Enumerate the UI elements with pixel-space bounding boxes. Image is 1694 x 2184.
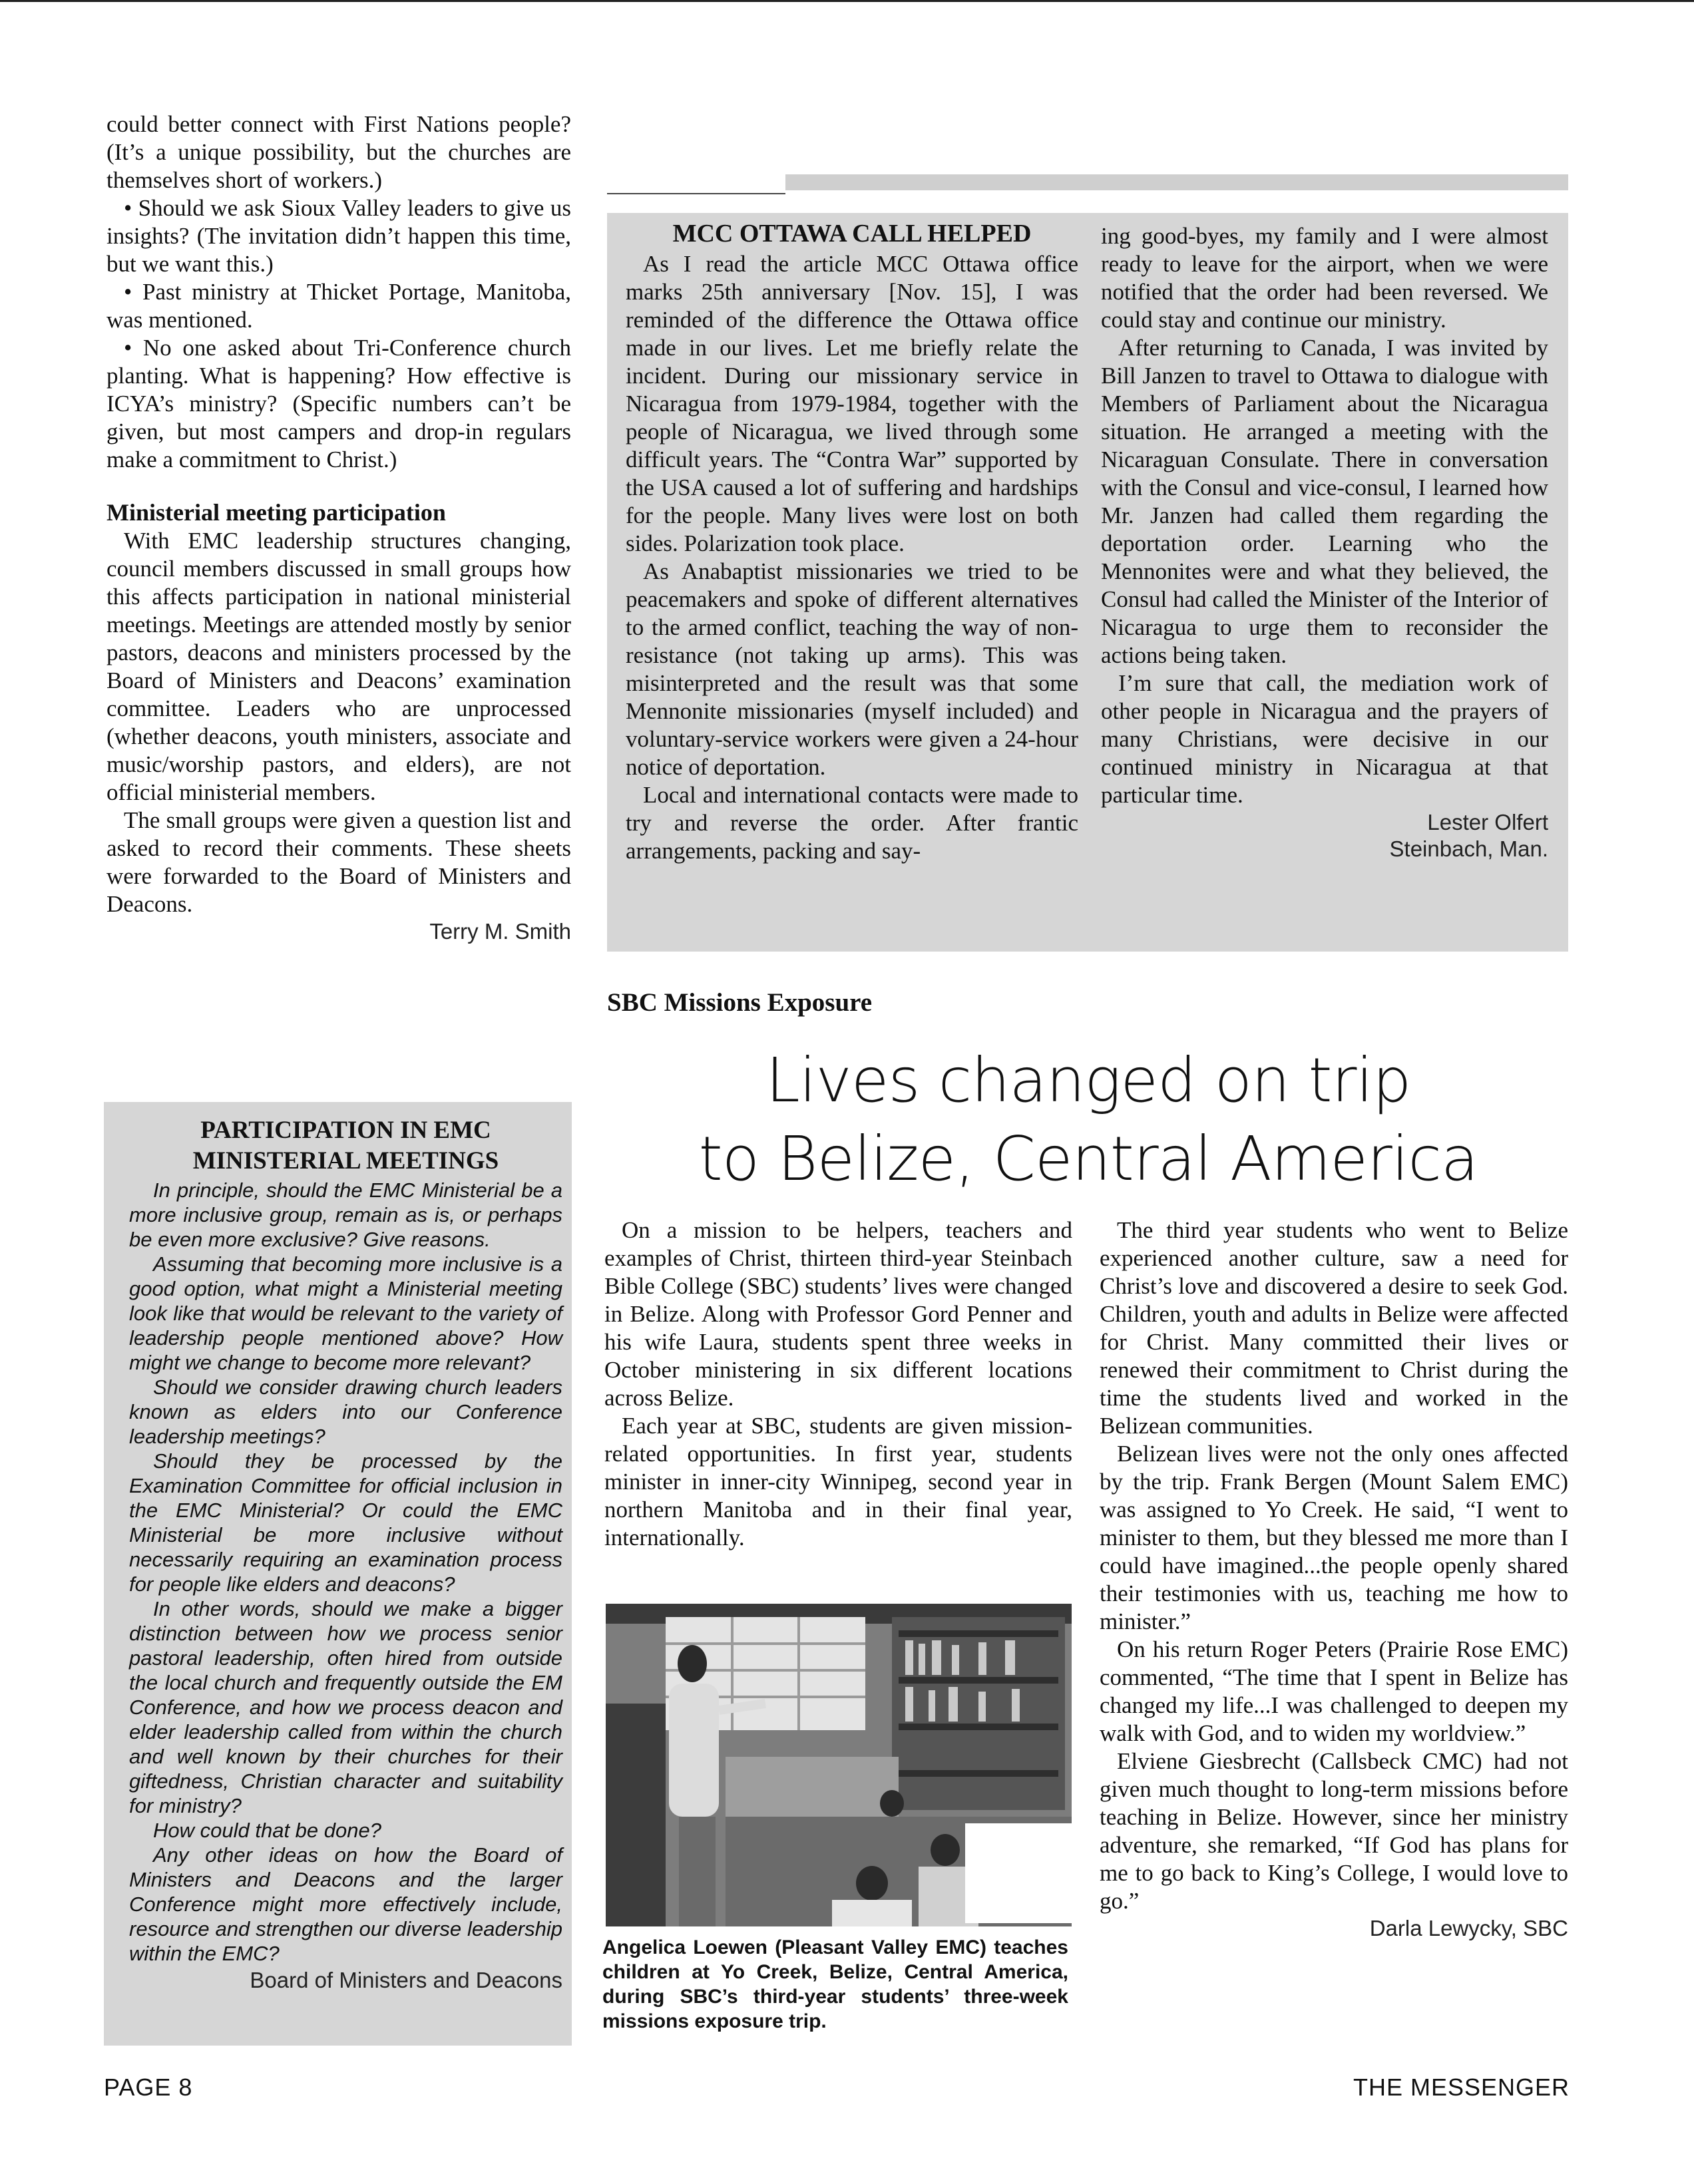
classroom-photo: [606, 1604, 1072, 1926]
question: Should they be processed by the Examination Committee for official inclusion in the EMC Ministerial? Or could the EMC Ministerial be more inclusive without necessarily requiring an examination process for people like elders and deacons?: [129, 1449, 562, 1596]
letter-col-1: [626, 220, 1078, 865]
section-subhead: Ministerial meeting participation: [106, 499, 446, 526]
paragraph: On a mission to be helpers, teachers and examples of Christ, thirteen third-year Steinbach Bible College (SBC) students’ lives were changed in Belize. Along with Professor Gord Penner and his wife Laura, students spent three weeks in October ministering in six different locations across Belize.: [604, 1217, 1072, 1411]
byline: Darla Lewycky, SBC: [1369, 1916, 1568, 1940]
question: How could that be done?: [153, 1819, 381, 1842]
page-number: PAGE 8: [104, 2074, 193, 2101]
byline-name: Lester Olfert: [1427, 810, 1548, 834]
paragraph: Belizean lives were not the only ones affected by the trip. Frank Bergen (Mount Salem EMC) was assigned to Yo Creek. He said, “I went to minister to them, but they blessed me more than I could have imagined...the people openly shared their testimonies with us, teaching me how to minister.”: [1100, 1441, 1568, 1634]
publication-name: THE MESSENGER: [1353, 2074, 1570, 2101]
letter-box: [607, 213, 1568, 952]
question: Should we consider drawing church leaders known as elders into our Conference leadership meetings?: [129, 1375, 562, 1448]
headline-line-1: Lives changed on trip: [765, 1045, 1411, 1116]
headline-line-2: to Belize, Central America: [698, 1123, 1478, 1194]
question: In other words, should we make a bigger distinction between how we process senior pastoral leadership, often hired from outside the local church and frequently outside the EM Conference, and how we process deacon and elder leadership called from within the church and well known by their churches for their giftedness, Christian character and suitability for ministry?: [129, 1597, 562, 1817]
paragraph: ing good-byes, my family and I were almost ready to leave for the airport, when we were notified that the order had been reversed. We could stay and continue our ministry.: [1101, 223, 1548, 333]
paragraph: could better connect with First Nations people? (It’s a unique possibility, but the churches are themselves short of workers.): [106, 111, 571, 193]
article-col-2: [1100, 1216, 1568, 1942]
article-kicker: SBC Missions Exposure: [607, 988, 873, 1017]
box-title: PARTICIPATION IN EMC: [200, 1117, 491, 1144]
top-rule: [0, 0, 1694, 2]
paragraph: After returning to Canada, I was invited by Bill Janzen to travel to Ottawa to dialogue with Members of Parliament about the Nicaragua situation. He arranged a meeting with the Nicaraguan Consulate. There in conversation with the Consul and vice-consul, I learned how Mr. Janzen had called them regarding the deportation order. Learning who the Mennonites were and what they believed, the Consul had called the Minister of the Interior of Nicaragua to urge them to reconsider the actions being taken.: [1101, 335, 1548, 668]
paragraph: On his return Roger Peters (Prairie Rose EMC) commented, “The time that I spent in Belize has changed my life...I was challenged to deepen my walk with God, and to widen my worldview.”: [1100, 1636, 1568, 1746]
participation-box: [104, 1102, 572, 2046]
paragraph: With EMC leadership structures changing, council members discussed in small groups how this affects participation in national ministerial meetings. Meetings are attended mostly by senior pastors, deacons and ministers processed by the Board of Ministers and Deacons’ examination committee. Leaders who are unprocessed (whether deacons, youth ministers, associate and music/worship pastors, and elders), are not official ministerial members.: [106, 528, 571, 805]
paragraph: • Past ministry at Thicket Portage, Manitoba, was mentioned.: [106, 279, 571, 333]
letter-col-2: [1101, 222, 1548, 862]
paragraph: Local and international contacts were made to try and reverse the order. After frantic arrangements, packing and say-: [626, 782, 1078, 864]
byline-place: Steinbach, Man.: [1389, 836, 1548, 861]
question: In principle, should the EMC Ministerial be a more inclusive group, remain as is, or perhaps be even more exclusive? Give reasons.: [129, 1179, 562, 1251]
classroom-photo-illustration: [606, 1604, 1072, 1926]
box-body: [129, 1178, 562, 1966]
byline: Board of Ministers and Deacons: [250, 1968, 562, 1992]
paragraph: The small groups were given a question list and asked to record their comments. These sheets were forwarded to the Board of Ministers and Deacons.: [106, 807, 571, 917]
letter-box-header-bar: [785, 174, 1568, 190]
byline: Terry M. Smith: [429, 919, 571, 944]
paragraph: As I read the article MCC Ottawa office marks 25th anniversary [Nov. 15], I was reminded of the difference the Ottawa office made in our lives. Let me briefly relate the incident. During our missionary service in Nicaragua from 1979-1984, together with the people of Nicaragua, we lived through some difficult years. The “Contra War” supported by the USA caused a lot of suffering and hardships for the people. Many lives were lost on both sides. Polarization took place.: [626, 251, 1078, 556]
photo-caption: Angelica Loewen (Pleasant Valley EMC) teaches children at Yo Creek, Belize, Central America, during SBC’s third-year students’ three-week missions exposure trip.: [602, 1936, 1068, 2032]
paragraph: • Should we ask Sioux Valley leaders to give us insights? (The invitation didn’t happen this time, but we want this.): [106, 195, 571, 277]
article-col-1: [604, 1216, 1072, 1552]
paragraph: The third year students who went to Belize experienced another culture, saw a need for Christ’s love and discovered a desire to seek God. Children, youth and adults in Belize were affected for Christ. Many committed their lives or renewed their commitment to Christ during the time the students lived and worked in the Belizean communities.: [1100, 1217, 1568, 1439]
letter-box-header-gap: [607, 166, 785, 194]
question: Assuming that becoming more inclusive is a good option, what might a Ministerial meeting look like that would be relevant to the variety of leadership people mentioned above? How might we change to become more relevant?: [129, 1252, 562, 1374]
letter-title: MCC OTTAWA CALL HELPED: [672, 220, 1032, 248]
left-column: [106, 110, 571, 945]
paragraph: • No one asked about Tri-Conference church planting. What is happening? How effective is ICYA’s ministry? (Specific numbers can’t be given, but most campers and drop-in regulars make a commitment to Christ.): [106, 335, 571, 472]
box-title: MINISTERIAL MEETINGS: [192, 1147, 499, 1175]
paragraph: I’m sure that call, the mediation work of other people in Nicaragua and the prayers of many Christians, were decisive in our continued ministry in Nicaragua at that particular time.: [1101, 670, 1548, 808]
paragraph: As Anabaptist missionaries we tried to be peacemakers and spoke of different alternatives to the armed conflict, teaching the way of non-resistance (not taking up arms). This was misinterpreted and the result was that some Mennonite missionaries (myself included) and voluntary-service workers were given a 24-hour notice of deportation.: [626, 558, 1078, 780]
question: Any other ideas on how the Board of Ministers and Deacons and the larger Conference might more effectively include, resource and strengthen our diverse leadership within the EMC?: [129, 1843, 562, 1965]
paragraph: Elviene Giesbrecht (Callsbeck CMC) had not given much thought to long-term missions before teaching in Belize. However, since her ministry adventure, she remarked, “If God has plans for me to go back to King’s College, I would love to go.”: [1100, 1748, 1568, 1914]
paragraph: Each year at SBC, students are given mission-related opportunities. In first year, students minister in inner-city Winnipeg, second year in northern Manitoba and in their final year, internationally.: [604, 1413, 1072, 1550]
